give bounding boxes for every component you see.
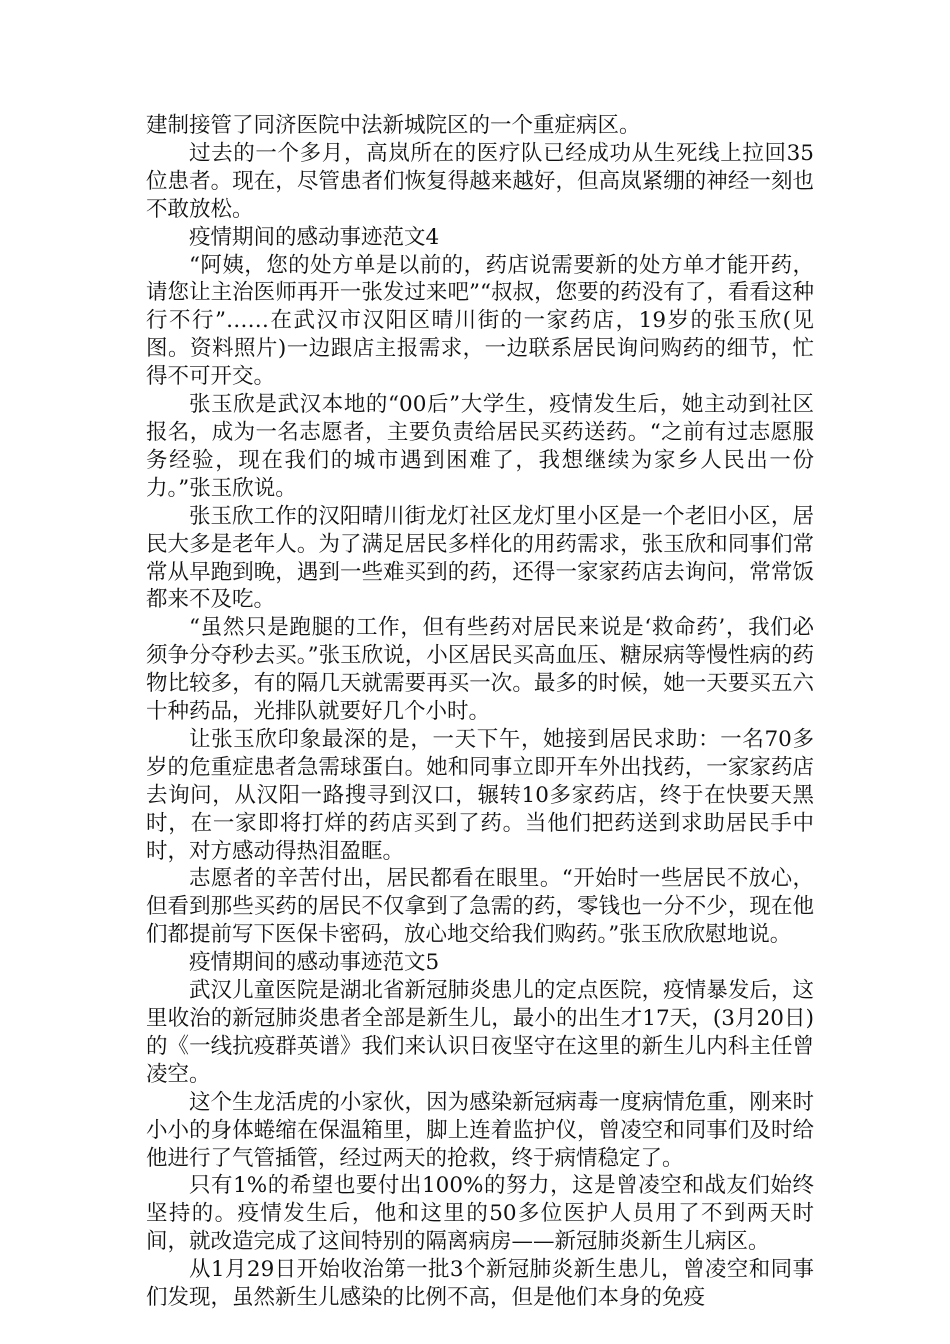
paragraph: 武汉儿童医院是湖北省新冠肺炎患儿的定点医院，疫情暴发后，这里收治的新冠肺炎患者全部是新生儿，最小的出生才17天，(3月20日)的《一线抗疫群英谱》我们来认识日夜坚守在这里的新生儿内科主任曾凌空。: [146, 978, 814, 1087]
paragraph: “阿姨，您的处方单是以前的，药店说需要新的处方单才能开药，请您让主治医师再开一张发过来吧”“叔叔，您要的药没有了，看看这种行不行”……在武汉市汉阳区晴川街的一家药店，19岁的张玉欣(见图。资料照片)一边跟店主报需求，一边联系居民询问购药的细节，忙得不可开交。: [146, 252, 814, 390]
paragraph: “虽然只是跑腿的工作，但有些药对居民来说是‘救命药’，我们必须争分夺秒去买。”张玉欣说，小区居民买高血压、糖尿病等慢性病的药物比较多，有的隔几天就需要再买一次。最多的时候，她一天要买五六十种药品，光排队就要好几个小时。: [146, 615, 814, 725]
section-heading: 疫情期间的感动事迹范文4: [189, 224, 440, 250]
paragraph: 建制接管了同济医院中法新城院区的一个重症病区。: [146, 113, 641, 138]
paragraph: 这个生龙活虎的小家伙，因为感染新冠病毒一度病情危重，刚来时小小的身体蜷缩在保温箱里，脚上连着监护仪，曾凌空和同事们及时给他进行了气管插管，经过两天的抢救，终于病情稳定了。: [146, 1089, 814, 1171]
paragraph: 张玉欣是武汉本地的“00后”大学生，疫情发生后，她主动到社区报名，成为一名志愿者，主要负责给居民买药送药。“之前有过志愿服务经验，现在我们的城市遇到困难了，我想继续为家乡人民出一份力。”张玉欣说。: [146, 392, 814, 501]
paragraph: 志愿者的辛苦付出，居民都看在眼里。“开始时一些居民不放心，但看到那些买药的居民不仅拿到了急需的药，零钱也一分不少，现在他们都提前写下医保卡密码，放心地交给我们购药。”张玉欣欣慰地说。: [146, 866, 814, 948]
paragraph: 让张玉欣印象最深的是，一天下午，她接到居民求助：一名70多岁的危重症患者急需球蛋白。她和同事立即开车外出找药，一家家药店去询问，从汉阳一路搜寻到汉口，辗转10多家药店，终于在快要天黑时，在一家即将打烊的药店买到了药。当他们把药送到求助居民手中时，对方感动得热泪盈眶。: [146, 726, 814, 864]
document-body: [146, 112, 814, 1312]
paragraph: 张玉欣工作的汉阳晴川街龙灯社区龙灯里小区是一个老旧小区，居民大多是老年人。为了满足居民多样化的用药需求，张玉欣和同事们常常从早跑到晚，遇到一些难买到的药，还得一家家药店去询问，常常饭都来不及吃。: [146, 503, 814, 613]
section-heading: 疫情期间的感动事迹范文5: [189, 950, 440, 976]
paragraph: 只有1%的希望也要付出100%的努力，这是曾凌空和战友们始终坚持的。疫情发生后，他和这里的50多位医护人员用了不到两天时间，就改造完成了这间特别的隔离病房——新冠肺炎新生儿病区。: [146, 1173, 814, 1255]
paragraph: 从1月29日开始收治第一批3个新冠肺炎新生患儿，曾凌空和同事们发现，虽然新生儿感染的比例不高，但是他们本身的免疫: [146, 1257, 814, 1311]
paragraph: 过去的一个多月，高岚所在的医疗队已经成功从生死线上拉回35位患者。现在，尽管患者们恢复得越来越好，但高岚紧绷的神经一刻也不敢放松。: [146, 140, 814, 222]
